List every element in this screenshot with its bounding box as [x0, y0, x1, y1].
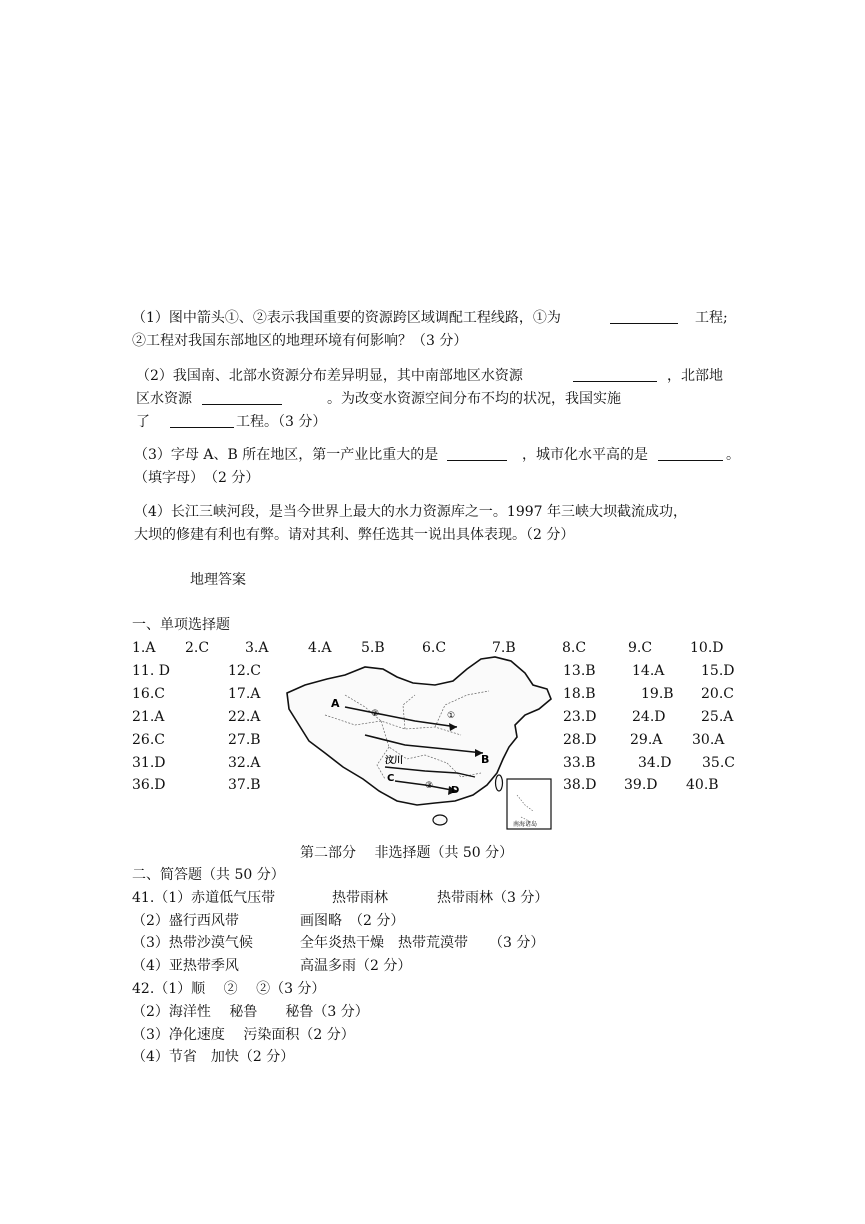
- mc-answer: 35.C: [702, 755, 735, 771]
- q42-line3: （3）净化速度 污染面积（2 分）: [132, 1027, 355, 1043]
- mc-answer: 38.D: [563, 777, 597, 793]
- q1-answer-blank[interactable]: [610, 309, 678, 324]
- q3-line1-mid: ，城市化水平高的是: [522, 447, 648, 463]
- q2-line3-end: 工程。（3 分）: [236, 414, 327, 430]
- q2-project-blank[interactable]: [170, 413, 234, 428]
- q42-line2: （2）海洋性 秘鲁 秘鲁（3 分）: [132, 1004, 369, 1020]
- q41-line4-a: （4）亚热带季风: [132, 958, 239, 974]
- section2-title: 二、简答题（共 50 分）: [132, 867, 285, 883]
- q42-line4: （4）节省 加快（2 分）: [132, 1049, 295, 1065]
- q41-line2-a: （2）盛行西风带: [132, 913, 239, 929]
- mc-answer: 30.A: [692, 732, 725, 748]
- map-label-b: B: [481, 753, 490, 766]
- q2-line2-end: 。为改变水资源空间分布不均的状况，我国实施: [327, 391, 621, 407]
- q1-line2: ②工程对我国东部地区的地理环境有何影响？（3 分）: [132, 333, 468, 349]
- mc-answer: 8.C: [562, 640, 587, 656]
- mc-answer: 9.C: [628, 640, 653, 656]
- q41-line3-b: 全年炎热干燥 热带荒漠带 （3 分）: [300, 935, 545, 951]
- q4-line1: （4）长江三峡河段，是当今世界上最大的水力资源库之一。1997 年三峡大坝截流成功，: [134, 504, 687, 520]
- q41-line3-a: （3）热带沙漠气候: [132, 935, 253, 951]
- mc-answer: 13.B: [563, 663, 596, 679]
- mc-answer: 11. D: [132, 663, 170, 679]
- mc-answer: 29.A: [630, 732, 663, 748]
- q2-line2-start: 区水资源: [136, 391, 192, 407]
- q41-line1-c: 热带雨林（3 分）: [437, 890, 549, 906]
- mc-answer: 10.D: [690, 640, 724, 656]
- map-label-circle1: ①: [447, 711, 456, 721]
- mc-answer: 1.A: [132, 640, 156, 656]
- mc-answer: 34.D: [638, 755, 672, 771]
- mc-answer: 6.C: [422, 640, 447, 656]
- mc-answer: 18.B: [563, 686, 596, 702]
- q2-south-blank[interactable]: [573, 367, 657, 382]
- q41-line2-b: 画图略 （2 分）: [300, 913, 405, 929]
- map-label-a: A: [331, 697, 340, 710]
- q41-line4-b: 高温多雨（2 分）: [300, 958, 412, 974]
- map-label-d: D: [451, 785, 460, 796]
- map-label-wenchuan: 汶川: [385, 756, 404, 766]
- part2-title: 第二部分 非选择题（共 50 分）: [300, 845, 514, 861]
- map-label-circle2: ②: [371, 709, 380, 719]
- q42-line1: 42.（1）顺 ② ②（3 分）: [132, 981, 326, 997]
- mc-answer: 19.B: [641, 686, 674, 702]
- mc-answer: 26.C: [132, 732, 165, 748]
- hainan-island: [433, 815, 447, 825]
- mc-answer: 4.A: [308, 640, 332, 656]
- map-label-circle3: ③: [425, 781, 434, 791]
- mc-answer: 20.C: [701, 686, 734, 702]
- map-label-c: C: [387, 773, 395, 784]
- q3-line1-end: 。: [726, 447, 740, 463]
- mc-answer: 31.D: [132, 755, 166, 771]
- mc-answer: 27.B: [228, 732, 261, 748]
- mc-answer: 22.A: [228, 709, 261, 725]
- q2-line1-end: ，北部地: [667, 368, 723, 384]
- mc-answer: 40.B: [686, 777, 719, 793]
- mc-answer: 17.A: [228, 686, 261, 702]
- mc-answer: 12.C: [228, 663, 261, 679]
- q2-line1: （2）我国南、北部水资源分布差异明显，其中南部地区水资源: [136, 368, 523, 384]
- mc-answer: 7.B: [492, 640, 516, 656]
- mc-answer: 36.D: [132, 777, 166, 793]
- mc-answer: 15.D: [701, 663, 735, 679]
- q3-urban-blank[interactable]: [658, 446, 723, 461]
- section1-title: 一、单项选择题: [132, 617, 230, 633]
- q2-north-blank[interactable]: [202, 390, 282, 405]
- mc-answer: 14.A: [632, 663, 665, 679]
- q2-line3-start: 了: [136, 414, 150, 430]
- q4-line2: 大坝的修建有利也有弊。请对其利、弊任选其一说出具体表现。（2 分）: [134, 527, 575, 543]
- taiwan-island: [496, 775, 503, 791]
- answers-title: 地理答案: [190, 572, 246, 588]
- inset-label: 南海诸岛: [513, 821, 538, 828]
- mc-answer: 3.A: [245, 640, 269, 656]
- mc-answer: 32.A: [228, 755, 261, 771]
- mc-answer: 16.C: [132, 686, 165, 702]
- mc-answer: 23.D: [563, 709, 597, 725]
- mc-answer: 25.A: [701, 709, 734, 725]
- q1-line1: （1）图中箭头①、②表示我国重要的资源跨区域调配工程线路，①为: [132, 310, 561, 326]
- mc-answer: 5.B: [361, 640, 385, 656]
- q41-line1-b: 热带雨林: [332, 890, 388, 906]
- mc-answer: 28.D: [563, 732, 597, 748]
- mc-answer: 21.A: [132, 709, 165, 725]
- q3-line1: （3）字母 A、B 所在地区，第一产业比重大的是: [134, 447, 439, 463]
- china-map-figure: [285, 655, 555, 830]
- mc-answer: 33.B: [563, 755, 596, 771]
- mc-answer: 37.B: [228, 777, 261, 793]
- mc-answer: 2.C: [185, 640, 210, 656]
- q3-primary-blank[interactable]: [447, 446, 507, 461]
- q1-line1-end: 工程;: [695, 310, 728, 326]
- q3-line2: （填字母） （2 分）: [134, 470, 260, 486]
- q41-line1-a: 41.（1）赤道低气压带: [132, 890, 276, 906]
- mc-answer: 24.D: [632, 709, 666, 725]
- mc-answer: 39.D: [624, 777, 658, 793]
